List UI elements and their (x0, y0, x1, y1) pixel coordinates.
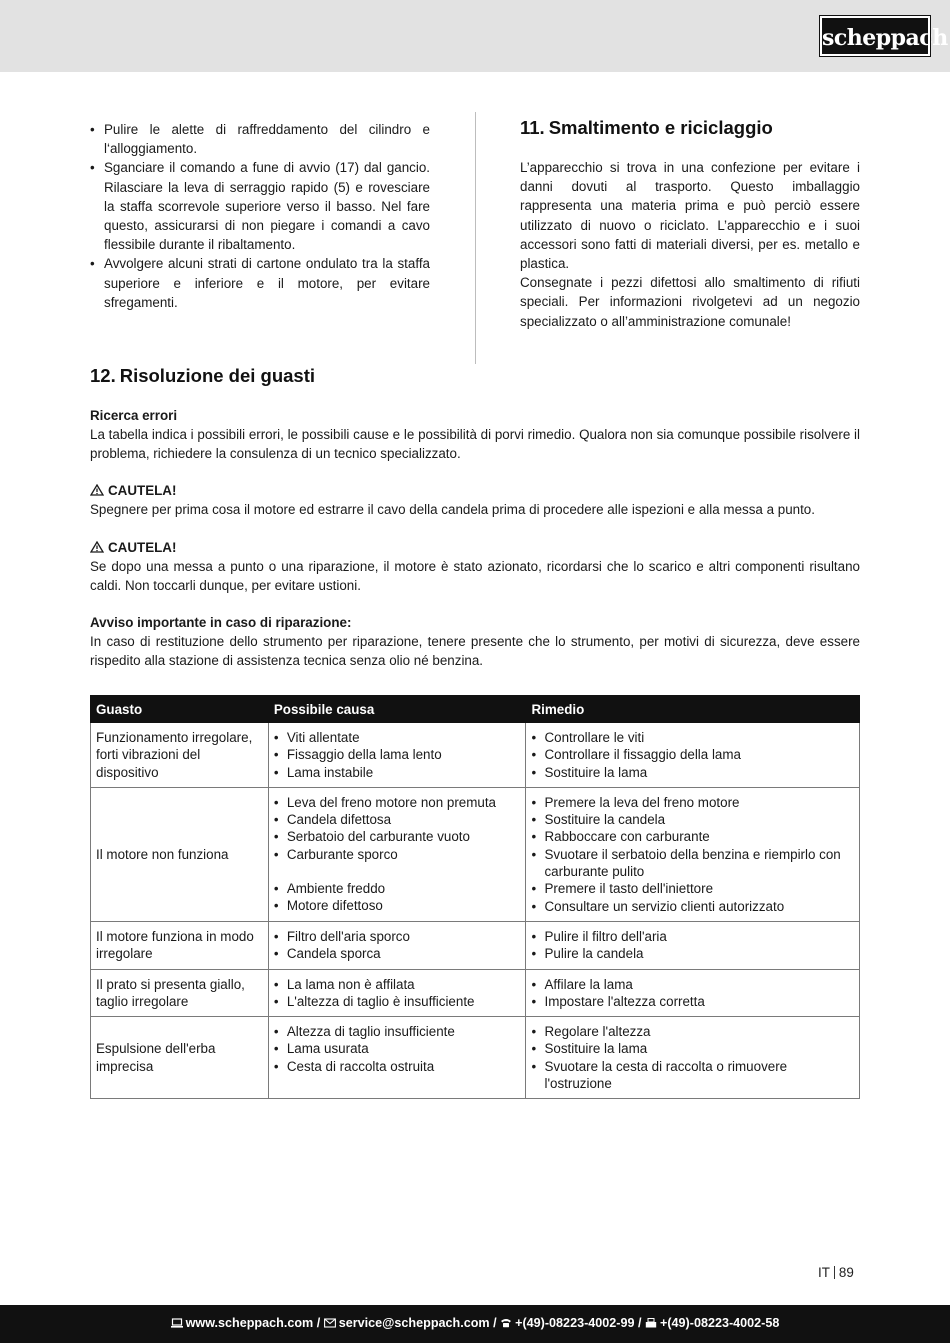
block-text: La tabella indica i possibili errori, le possibili cause e le possibilità di porvi rimedio. Qualora non sia comunque possibile risolvere il problema, richiedere la consulenza di un tecnico specializzato. (90, 427, 860, 462)
section-11-heading (520, 116, 860, 140)
list-item: • Consultare un servizio clienti autorizzato (531, 898, 854, 915)
list-item: • Avvolgere alcuni strati di cartone ondulato tra la staffa superiore e inferiore e il motore, per evitare sfregamenti. (90, 254, 430, 312)
list-item: • Ambiente freddo (274, 880, 521, 897)
footer-phone[interactable]: +(49)-08223-4002-99 (515, 1316, 635, 1330)
list-item: • Sostituire la lama (531, 764, 854, 781)
block-heading: Ricerca errori (90, 408, 178, 423)
list-item: • Impostare l'altezza corretta (531, 993, 854, 1010)
cause-cell (268, 1017, 526, 1099)
cause-cell (268, 921, 526, 969)
list-item: • Controllare le viti (531, 729, 854, 746)
list-item: • Rabboccare con carburante (531, 828, 854, 845)
section-12 (90, 364, 860, 670)
page-language: IT (818, 1265, 830, 1280)
troubleshooting-table (90, 695, 860, 1099)
page-number-value: 89 (838, 1265, 854, 1280)
repair-notice-block (90, 613, 860, 670)
table-row (91, 969, 860, 1017)
section-11 (520, 116, 860, 331)
search-errors-block (90, 406, 860, 463)
fax-icon (645, 1318, 657, 1328)
page-number (818, 1265, 854, 1280)
list-item: • Serbatoio del carburante vuoto (274, 828, 521, 845)
remedy-cell (526, 787, 860, 921)
block-text: Spegnere per prima cosa il motore ed estrarre il cavo della candela prima di procedere alle ispezioni e alla messa a punto. (90, 502, 815, 518)
list-item: • Viti allentate (274, 729, 521, 746)
list-item: • Pulire la candela (531, 945, 854, 962)
list-item: • Lama usurata (274, 1040, 521, 1057)
table-row (91, 787, 860, 921)
header-band (0, 0, 950, 72)
caution-block (90, 538, 860, 595)
column-header: Possibile causa (268, 696, 526, 723)
list-item: • Pulire il filtro dell'aria (531, 928, 854, 945)
section-title: Smaltimento e riciclaggio (548, 117, 773, 138)
cause-cell (268, 969, 526, 1017)
remedy-cell (526, 1017, 860, 1099)
warning-triangle-icon (90, 541, 104, 553)
page-number-divider (834, 1266, 835, 1279)
envelope-icon (324, 1318, 336, 1328)
remedy-cell (526, 723, 860, 788)
footer-contact-bar (0, 1305, 950, 1343)
caution-block (90, 481, 860, 519)
column-header: Guasto (91, 696, 269, 723)
cause-cell (268, 723, 526, 788)
table-row (91, 921, 860, 969)
fault-cell: Espulsione dell'erba imprecisa (91, 1017, 269, 1099)
block-text: Se dopo una messa a punto o una riparazione, il motore è stato azionato, ricordarsi che lo scarico e altri componenti risultano caldi. Non toccarli dunque, per evitare ustioni. (90, 558, 860, 593)
footer-separator: / (634, 1316, 645, 1330)
list-item: • Cesta di raccolta ostruita (274, 1058, 521, 1075)
section-number: 11. (520, 117, 545, 138)
list-item: • Filtro dell'aria sporco (274, 928, 521, 945)
footer-separator: / (489, 1316, 501, 1330)
disposal-paragraph: L’apparecchio si trova in una confezione per evitare i danni dovuti al trasporto. Questo imballaggio rappresenta una materia prima e può perciò essere utilizzato di nuovo o riciclato. L’apparecchio e i suoi accessori sono fatti di materiali diversi, per es. metallo e plastica. (520, 160, 860, 272)
caution-label: CAUTELA! (108, 483, 177, 499)
block-heading: Avviso importante in caso di riparazione: (90, 615, 352, 631)
list-item: • Regolare l'altezza (531, 1023, 854, 1040)
section-number: 12. (90, 365, 116, 386)
phone-icon (500, 1318, 512, 1328)
list-item: • Lama instabile (274, 764, 521, 781)
cause-cell (268, 787, 526, 921)
list-item: • Candela sporca (274, 945, 521, 962)
disposal-paragraph: Consegnate i pezzi difettosi allo smaltimento di rifiuti speciali. Per informazioni rivolgetevi ad un negozio specializzato o all’amministrazione comunale! (520, 275, 860, 329)
footer-website[interactable]: www.scheppach.com (185, 1316, 314, 1330)
remedy-cell (526, 969, 860, 1017)
list-item: • Controllare il fissaggio della lama (531, 746, 854, 763)
list-item: • Sganciare il comando a fune di avvio (17) dal gancio. Rilasciare la leva di serraggio rapido (5) e rovesciare la staffa scorrevole superiore verso il basso. Nel fare questo, assicurarsi di non piegare i comandi a cavo flessibile durante il ribaltamento. (90, 158, 430, 254)
list-item: • Candela difettosa (274, 811, 521, 828)
block-text: In caso di restituzione dello strumento per riparazione, tenere presente che lo strumento, per motivi di sicurezza, deve essere rispedito alla stazione di assistenza tecnica senza olio né benzina. (90, 634, 860, 669)
footer-separator: / (313, 1316, 324, 1330)
section-title: Risoluzione dei guasti (119, 365, 316, 386)
table-row (91, 1017, 860, 1099)
fault-cell: Il motore funziona in modo irregolare (91, 921, 269, 969)
list-item: • Svuotare la cesta di raccolta o rimuovere l'ostruzione (531, 1058, 854, 1093)
list-item: • Sostituire la lama (531, 1040, 854, 1057)
section-12-heading (90, 364, 860, 388)
computer-icon (171, 1318, 183, 1328)
maintenance-bullet-list (90, 120, 430, 312)
column-header: Rimedio (526, 696, 860, 723)
list-item: • Affilare la lama (531, 976, 854, 993)
fault-cell: Il prato si presenta giallo, taglio irregolare (91, 969, 269, 1017)
list-item: • Sostituire la candela (531, 811, 854, 828)
table-row (91, 723, 860, 788)
list-item: • Fissaggio della lama lento (274, 746, 521, 763)
block-heading (90, 481, 860, 500)
list-item: • Altezza di taglio insufficiente (274, 1023, 521, 1040)
list-item: • Pulire le alette di raffreddamento del cilindro e l‘alloggiamento. (90, 120, 430, 158)
list-item: • La lama non è affilata (274, 976, 521, 993)
list-item: • Leva del freno motore non premuta (274, 794, 521, 811)
fault-cell: Il motore non funziona (91, 787, 269, 921)
list-item: • Motore difettoso (274, 897, 521, 914)
warning-triangle-icon (90, 484, 104, 496)
list-item: • Premere la leva del freno motore (531, 794, 854, 811)
left-column (90, 120, 430, 312)
block-heading (90, 538, 860, 557)
remedy-cell (526, 921, 860, 969)
footer-email[interactable]: service@scheppach.com (338, 1316, 490, 1330)
list-item: • Svuotare il serbatoio della benzina e riempirlo con carburante pulito (531, 846, 854, 881)
footer-fax[interactable]: +(49)-08223-4002-58 (660, 1316, 780, 1330)
column-divider (475, 112, 476, 364)
fault-cell: Funzionamento irregolare, forti vibrazioni del dispositivo (91, 723, 269, 788)
list-item: • L'altezza di taglio è insufficiente (274, 993, 521, 1010)
table-header-row (91, 696, 860, 723)
brand-logo: scheppach (820, 16, 930, 56)
list-item: • Premere il tasto dell'iniettore (531, 880, 854, 897)
caution-label: CAUTELA! (108, 539, 177, 555)
list-item: • Carburante sporco (274, 846, 521, 863)
